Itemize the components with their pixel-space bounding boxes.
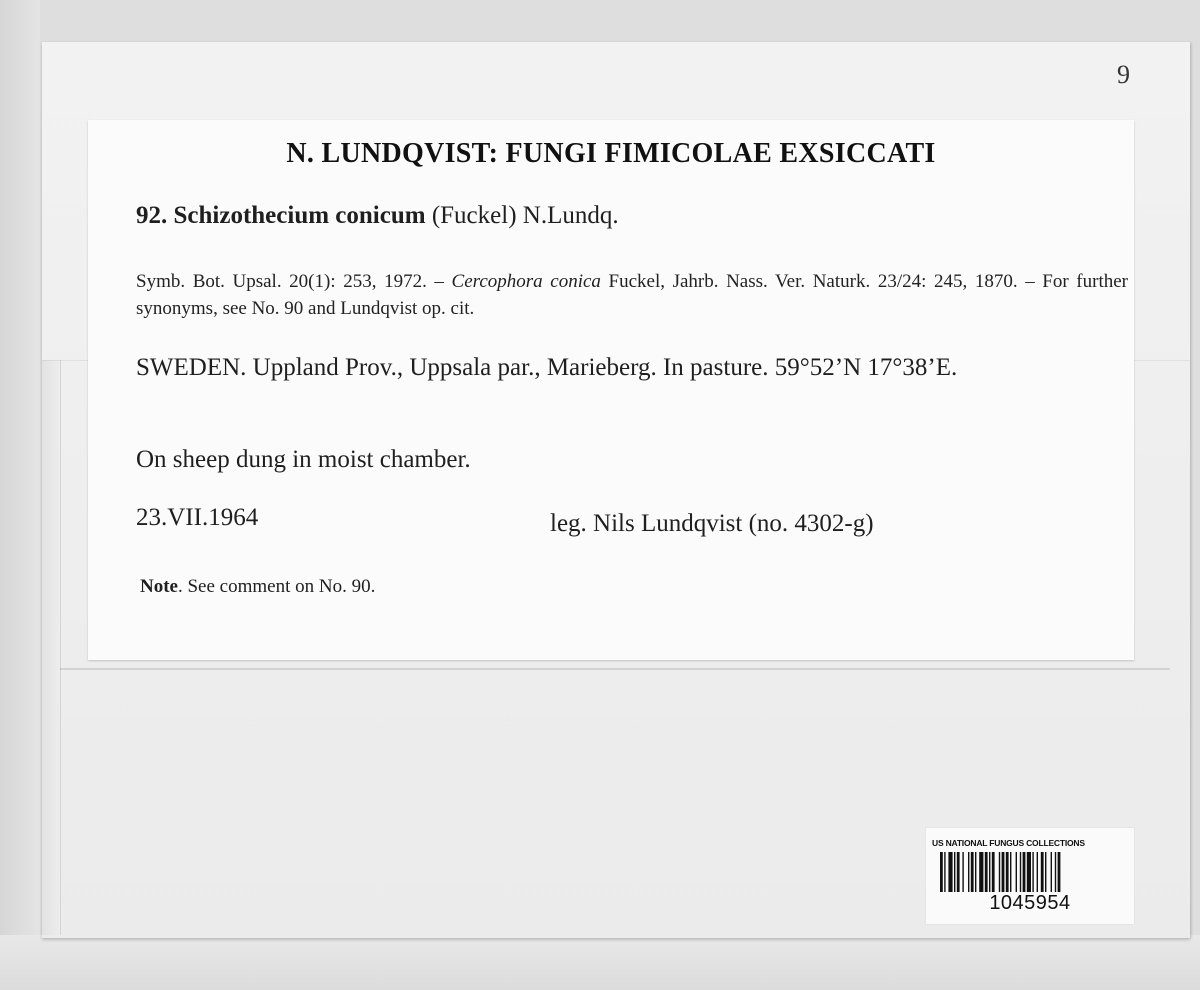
barcode-bar	[940, 852, 943, 892]
barcode-bar	[989, 852, 990, 892]
barcode-bar	[992, 852, 995, 892]
label-title: N. LUNDQVIST: FUNGI FIMICOLAE EXSICCATI	[286, 138, 936, 169]
barcode-bar	[1002, 852, 1005, 892]
barcode-bar	[1058, 852, 1061, 892]
collection-date: 23.VII.1964	[136, 504, 259, 531]
barcode-bar	[985, 852, 988, 892]
page-number: 9	[1117, 60, 1130, 89]
barcode-bar	[1051, 852, 1052, 892]
barcode-header: US NATIONAL FUNGUS COLLECTIONS	[932, 838, 1085, 848]
barcode-bar	[1037, 852, 1038, 892]
barcode-number: 1045954	[989, 892, 1071, 914]
barcode-bar	[1045, 852, 1046, 892]
collector-text: leg. Nils Lundqvist (no. 4302-g)	[550, 510, 874, 537]
barcode-bar	[971, 852, 974, 892]
background-bottom-edge	[0, 935, 1200, 990]
specimen-label	[88, 120, 1134, 660]
barcode-bar	[957, 852, 960, 892]
barcode-bar	[968, 852, 969, 892]
species-heading	[136, 202, 619, 230]
background-left-edge	[0, 0, 40, 990]
barcode-bar	[1023, 852, 1026, 892]
packet-lower-fold	[60, 668, 1170, 670]
species-authority: (Fuckel) N.Lundq.	[425, 202, 619, 229]
citation-text	[136, 268, 1128, 322]
barcode-bar	[999, 852, 1000, 892]
barcode-bar	[1032, 852, 1033, 892]
citation-part1: Symb. Bot. Upsal. 20(1): 253, 1972. –	[136, 271, 452, 292]
citation-synonym: Cercophora conica	[451, 271, 601, 292]
locality-text: SWEDEN. Uppland Prov., Uppsala par., Marieberg. In pasture. 59°52’N 17°38’E.	[136, 354, 958, 381]
citation-part2: Fuckel, Jahrb. Nass. Ver. Naturk. 23/24: 245, 1870. – For further synonyms, see No. 90 and Lundqvist op. cit.	[136, 271, 1128, 319]
barcode-bar	[948, 852, 952, 892]
barcode-bar	[944, 852, 945, 892]
barcode-bar	[954, 852, 955, 892]
note-body: . See comment on No. 90.	[177, 576, 376, 597]
barcode-bar	[975, 852, 976, 892]
species-number-name: 92. Schizothecium conicum	[136, 202, 426, 229]
barcode-bar	[1010, 852, 1011, 892]
barcode-bar	[1016, 852, 1017, 892]
barcode-bar	[1041, 852, 1044, 892]
barcode-bar	[979, 852, 983, 892]
barcode-bar	[1006, 852, 1009, 892]
barcode-sticker	[926, 828, 1134, 924]
packet-flap-edge	[42, 360, 61, 935]
barcode-bar	[1020, 852, 1021, 892]
substrate-text: On sheep dung in moist chamber.	[136, 446, 471, 473]
note-text	[140, 576, 375, 598]
barcode-bar	[1055, 852, 1056, 892]
note-label: Note	[140, 576, 178, 597]
barcode-bars	[940, 852, 1120, 892]
barcode-bar	[962, 852, 963, 892]
barcode-bar	[1027, 852, 1031, 892]
